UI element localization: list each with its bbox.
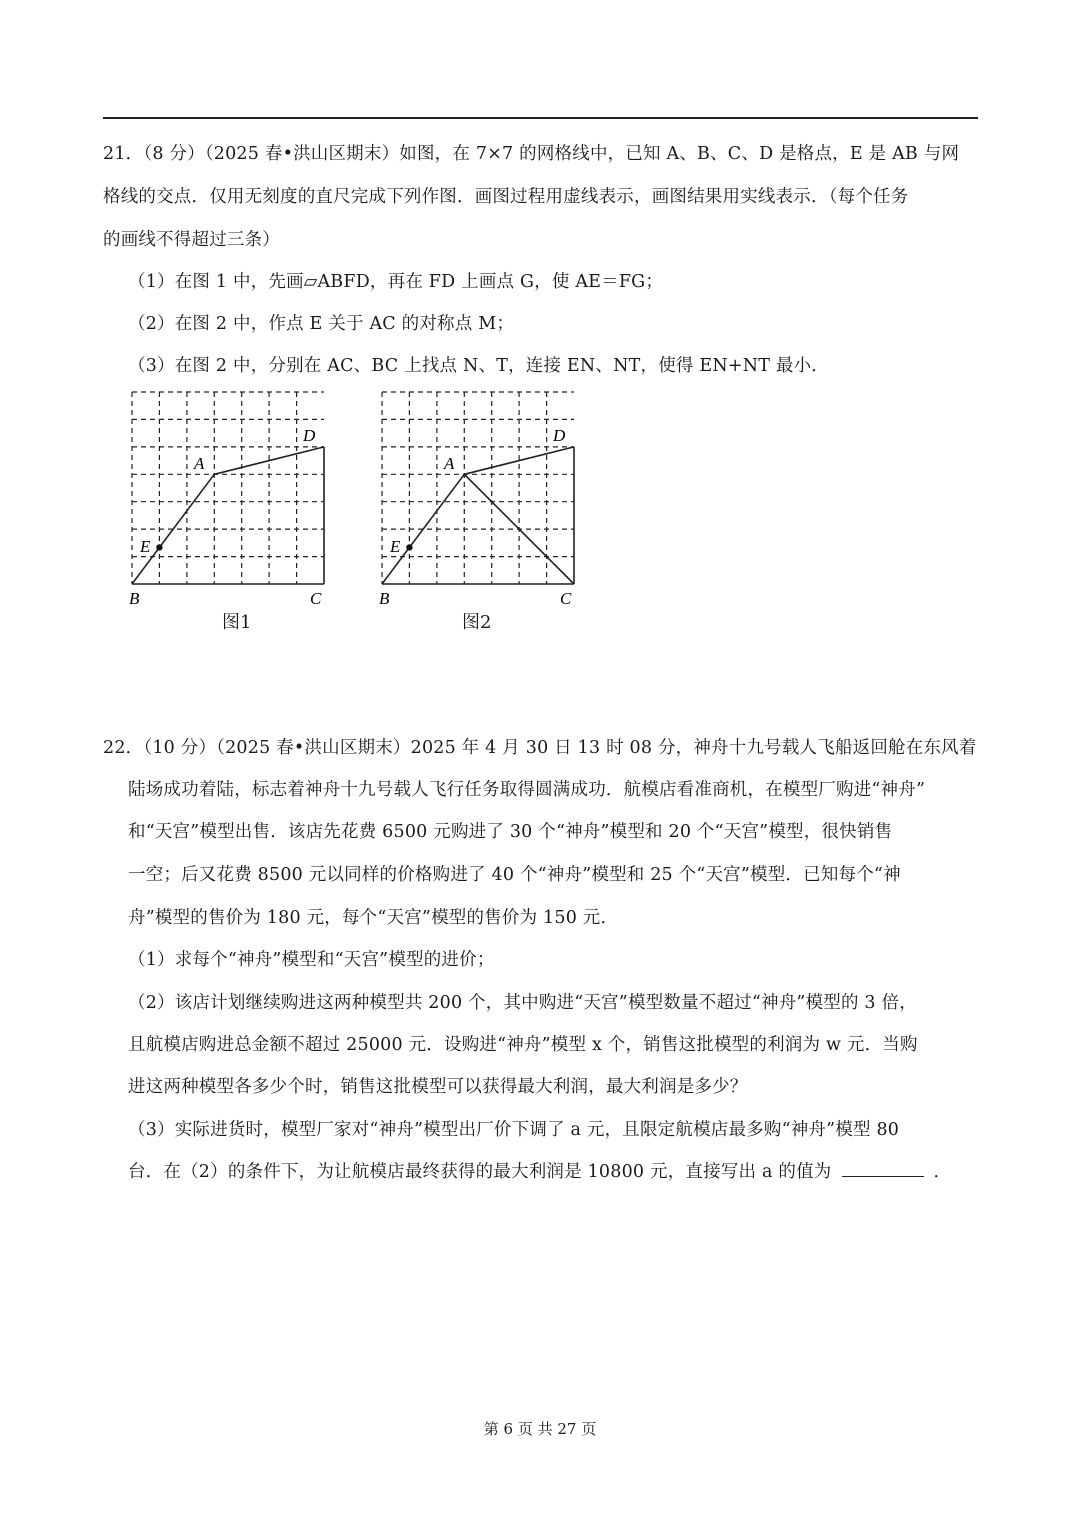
point-E: [156, 544, 162, 550]
segment-AD: [214, 447, 324, 474]
page-footer: 第 6 页 共 27 页: [483, 1420, 597, 1438]
q22-part3-line2-text: 台．在（2）的条件下，为让航模店最终获得的最大利润是 10800 元，直接写出 a 的值为: [128, 1162, 832, 1182]
label-B: B: [129, 589, 140, 608]
label-C: C: [560, 589, 572, 608]
answer-blank: [842, 1162, 924, 1177]
q22-line2: 陆场成功着陆，标志着神舟十九号载人飞行任务取得圆满成功．航模店看准商机，在模型厂购进“神舟”: [128, 780, 926, 800]
figure-1-caption: 图1: [222, 612, 252, 633]
q22-part1: （1）求每个“神舟”模型和“天宫”模型的进价；: [128, 950, 495, 970]
q21-part2: （2）在图 2 中，作点 E 关于 AC 的对称点 M；: [128, 314, 515, 334]
label-D: D: [303, 426, 316, 445]
label-E: E: [140, 537, 151, 556]
grid-1: [132, 392, 324, 584]
q22-line1: 22．（10 分）（2025 春•洪山区期末）2025 年 4 月 30 日 13 时 08 分，神舟十九号载人飞船返回舱在东风着: [103, 738, 977, 758]
q22-part3-line2: [128, 1158, 951, 1183]
label-E: E: [390, 537, 401, 556]
q22-line3: 和“天宫”模型出售．该店先花费 6500 元购进了 30 个“神舟”模型和 20 个“天宫”模型，很快销售: [128, 822, 893, 842]
q21-part1: （1）在图 1 中，先画▱ABFD，再在 FD 上画点 G，使 AE＝FG；: [128, 272, 664, 292]
q22-part3-line1: （3）实际进货时，模型厂家对“神舟”模型出厂价下调了 a 元，且限定航模店最多购“神舟”模型 80: [128, 1120, 900, 1140]
q22-part3-end: ．: [933, 1162, 952, 1182]
figure-2-caption: 图2: [462, 612, 492, 633]
top-rule: [103, 117, 978, 119]
q22-part2-line1: （2）该店计划继续购进这两种模型共 200 个，其中购进“天宫”模型数量不超过“神舟”模型的 3 倍，: [128, 993, 917, 1013]
q22-part2-line3: 进这两种模型各多少个时，销售这批模型可以获得最大利润，最大利润是多少？: [128, 1077, 748, 1097]
q21-line3: 的画线不得超过三条）: [103, 230, 280, 250]
figure-1: [120, 385, 340, 615]
label-B: B: [379, 589, 390, 608]
q22-line5: 舟”模型的售价为 180 元，每个“天宫”模型的售价为 150 元．: [128, 908, 619, 928]
label-A: A: [194, 454, 205, 473]
label-A: A: [444, 454, 455, 473]
q22-line4: 一空；后又花费 8500 元以同样的价格购进了 40 个“神舟”模型和 25 个“天宫”模型．已知每个“神: [128, 865, 901, 885]
segment-AD: [464, 447, 574, 474]
q22-part2-line2: 且航模店购进总金额不超过 25000 元．设购进“神舟”模型 x 个，销售这批模型的利润为 w 元．当购: [128, 1035, 918, 1055]
label-D: D: [553, 426, 566, 445]
figure-2: [370, 385, 590, 615]
q21-line1: 21．（8 分）（2025 春•洪山区期末）如图，在 7×7 的网格线中，已知 A、B、C、D 是格点，E 是 AB 与网: [103, 144, 960, 164]
q21-part3: （3）在图 2 中，分别在 AC、BC 上找点 N、T，连接 EN、NT，使得 EN+NT 最小．: [128, 356, 829, 376]
point-E: [406, 544, 412, 550]
q21-line2: 格线的交点．仅用无刻度的直尺完成下列作图．画图过程用虚线表示，画图结果用实线表示．（每个任务: [103, 187, 909, 207]
label-C: C: [310, 589, 322, 608]
